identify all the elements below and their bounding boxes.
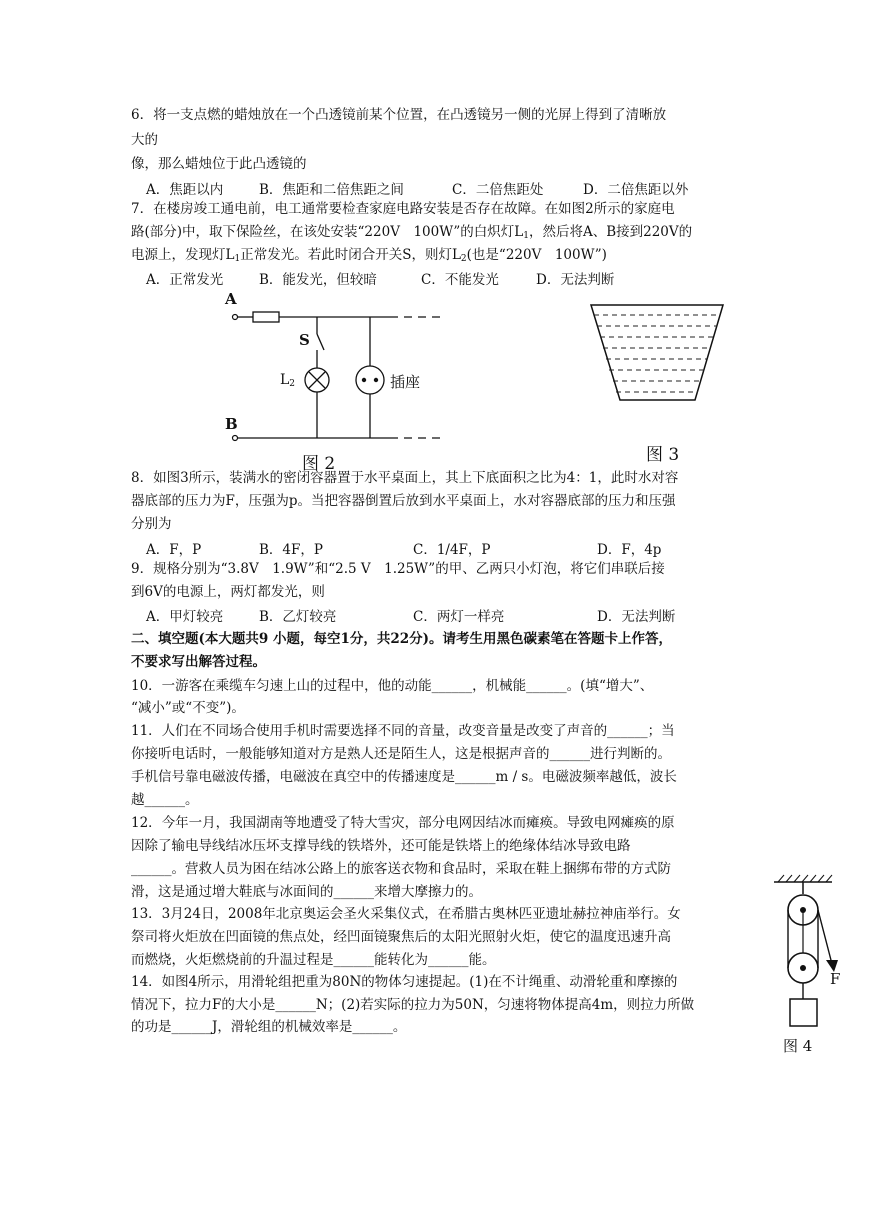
- figure-2-caption: 图 2: [302, 454, 336, 474]
- pull-rope: [818, 910, 832, 964]
- label-a: A: [225, 290, 237, 308]
- figure-3-caption: 图 3: [646, 445, 680, 465]
- q8-line1: 8．如图3所示，装满水的密闭容器置于水平桌面上，其上下底面积之比为4：1，此时水对容: [131, 470, 679, 486]
- q14-line3: 的功是______J，滑轮组的机械效率是______。: [131, 1019, 407, 1035]
- q7-line2: [131, 222, 692, 246]
- q7-line2-text: 路(部分)中，取下保险丝，在该处安装“220V 100W”的白炽灯L: [131, 224, 524, 240]
- figure-3-container: [588, 300, 728, 470]
- terminal-a: [233, 315, 238, 320]
- label-l2-text: L: [280, 372, 290, 388]
- weight-block: [790, 999, 817, 1026]
- label-l2-sub: 2: [289, 379, 296, 389]
- q7-line3-sub2: 2: [460, 254, 467, 264]
- figure-4-pulley: [770, 872, 868, 1062]
- q14-line2: 情况下，拉力F的大小是______N；(2)若实际的拉力为50N，匀速将物体提高4m，则拉力所做: [131, 997, 695, 1013]
- q8-line3: 分别为: [131, 516, 172, 532]
- section-2-heading-line1: 二、填空题(本大题共9 小题，每空1分，共22分)。请考生用黑色碳素笔在答题卡上作答，: [131, 631, 673, 647]
- q13-line1: 13．3月24日，2008年北京奥运会圣火采集仪式，在希腊古奥林匹亚遗址赫拉神庙举行。女: [131, 906, 681, 922]
- q8-line2: 器底部的压力为F，压强为p。当把容器倒置后放到水平桌面上，水对容器底部的压力和压强: [131, 493, 676, 509]
- q6-option-c: C．二倍焦距处: [452, 182, 544, 198]
- q9-option-d: D．无法判断: [597, 609, 676, 625]
- q7-option-d: D．无法判断: [536, 272, 615, 288]
- q11-line4: 越______。: [131, 792, 199, 808]
- q13-line2: 祭司将火炬放在凹面镜的焦点处，经凹面镜聚焦后的太阳光照射火炬，使它的温度迅速升高: [131, 929, 671, 945]
- q7-line2-sub: 1: [523, 231, 529, 241]
- q12-line3: ______。营救人员为困在结冰公路上的旅客送衣物和食品时，采取在鞋上捆绑布带的方式防: [131, 861, 671, 877]
- label-socket: 插座: [390, 373, 421, 391]
- q6-option-b: B．焦距和二倍焦距之间: [259, 182, 404, 198]
- q7-option-c: C．不能发光: [421, 272, 499, 288]
- q13-line3: 而燃烧，火炬燃烧前的升温过程是______能转化为______能。: [131, 952, 496, 968]
- label-s: S: [299, 331, 310, 349]
- q11-line1: 11．人们在不同场合使用手机时需要选择不同的音量，改变音量是改变了声音的______；当: [131, 723, 675, 739]
- pulley-diagram: [770, 872, 868, 1032]
- section-2-heading-line2: 不要求写出解答过程。: [131, 654, 266, 670]
- q6-option-a: A．焦距以内: [146, 182, 224, 198]
- fuse-icon: [253, 312, 279, 322]
- figure-4-caption: 图 4: [783, 1037, 813, 1055]
- socket-icon: [356, 366, 384, 394]
- q12-line1: 12．今年一月，我国湖南等地遭受了特大雪灾，部分电网因结冰而瘫痪。导致电网瘫痪的原: [131, 815, 675, 831]
- q6-option-d: D．二倍焦距以外: [583, 182, 689, 198]
- q8-option-a: A．F，P: [146, 542, 202, 558]
- q7-line2-tail: ，然后将A、B接到220V的: [528, 224, 693, 240]
- q6-line3: 像，那么蜡烛位于此凸透镜的: [131, 156, 307, 172]
- q6-line2: 大的: [131, 132, 158, 148]
- q10-line1: 10．一游客在乘缆车匀速上山的过程中，他的动能______，机械能______。(填“增大”、: [131, 678, 654, 694]
- q7-option-b: B．能发光，但较暗: [259, 272, 377, 288]
- q9-line1: 9．规格分别为“3.8V 1.9W”和“2.5 V 1.25W”的甲、乙两只小灯泡，将它们串联后接: [131, 561, 665, 577]
- figure-2-circuit: [220, 288, 450, 473]
- q11-line3: 手机信号靠电磁波传播，电磁波在真空中的传播速度是______m / s。电磁波频率越低，波长: [131, 769, 677, 785]
- q7-option-a: A．正常发光: [146, 272, 224, 288]
- circuit-diagram: [220, 288, 450, 448]
- force-label-f: F: [830, 970, 841, 988]
- q7-line3: [131, 245, 607, 269]
- label-l2: [280, 372, 295, 389]
- switch-icon: [317, 334, 324, 350]
- q7-line1: 7．在楼房竣工通电前，电工通常要检查家庭电路安装是否存在故障。在如图2所示的家庭电: [131, 201, 675, 217]
- q6-line1: 6．将一支点燃的蜡烛放在一个凸透镜前某个位置，在凸透镜另一侧的光屏上得到了清晰放: [131, 107, 667, 123]
- q7-line3-b: 正常发光。若此时闭合开关S，则灯L: [240, 247, 461, 263]
- q9-option-b: B．乙灯较亮: [259, 609, 337, 625]
- q8-option-d: D．F，4p: [597, 542, 662, 558]
- q11-line2: 你接听电话时，一般能够知道对方是熟人还是陌生人，这是根据声音的______进行判断的。: [131, 746, 671, 762]
- container-diagram: [588, 300, 728, 410]
- container-outline: [591, 305, 723, 400]
- q14-line1: 14．如图4所示，用滑轮组把重为80N的物体匀速提起。(1)在不计绳重、动滑轮重和摩擦的: [131, 974, 678, 990]
- q7-line3-a: 电源上，发现灯L: [131, 247, 235, 263]
- q8-option-c: C．1/4F，P: [413, 542, 491, 558]
- q12-line4: 滑，这是通过增大鞋底与冰面间的______来增大摩擦力的。: [131, 884, 482, 900]
- q10-line2: “减小”或“不变”)。: [131, 700, 245, 716]
- q8-option-b: B．4F，P: [259, 542, 323, 558]
- q9-option-a: A．甲灯较亮: [146, 609, 224, 625]
- q7-line3-sub1: 1: [234, 254, 241, 264]
- q12-line2: 因除了输电导线结冰压坏支撑导线的铁塔外，还可能是铁塔上的绝缘体结冰导致电路: [131, 838, 631, 854]
- q7-line3-c: (也是“220V 100W”): [466, 247, 607, 263]
- terminal-b: [233, 436, 238, 441]
- q9-line2: 到6V的电源上，两灯都发光，则: [131, 584, 325, 600]
- q9-option-c: C．两灯一样亮: [413, 609, 505, 625]
- label-b: B: [225, 415, 238, 433]
